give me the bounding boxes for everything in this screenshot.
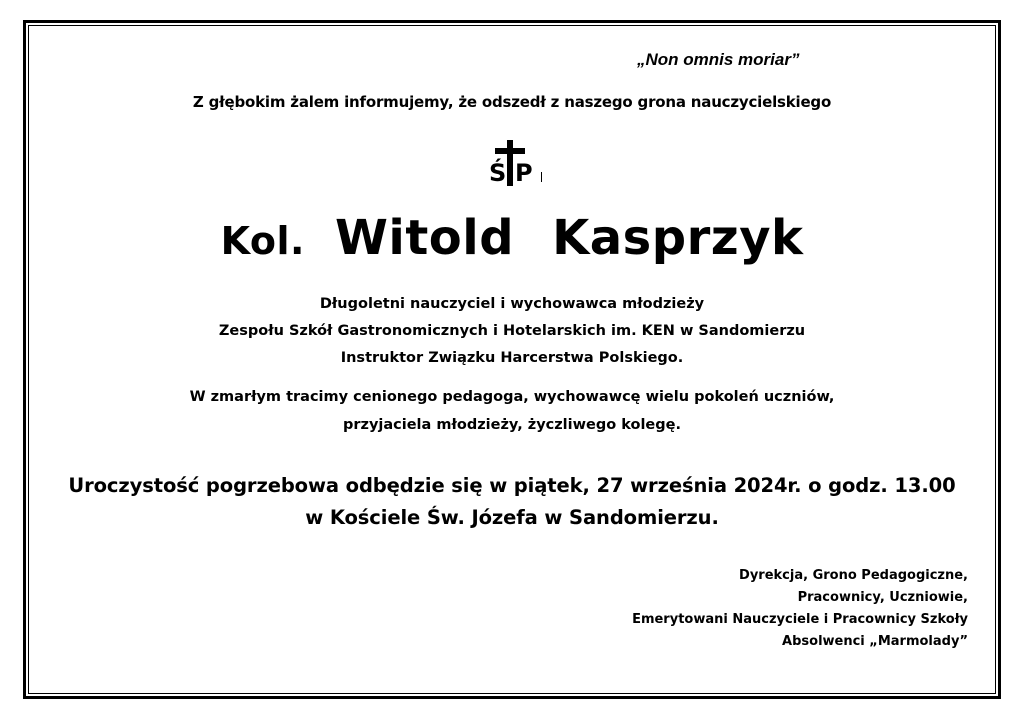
name-title: Kol. bbox=[220, 219, 305, 263]
svg-text:Ś: Ś bbox=[489, 159, 507, 187]
tribute-line: przyjaciela młodzieży, życzliwego kolegę. bbox=[342, 417, 681, 433]
signature-line: Emerytowani Nauczyciele i Pracownicy Szkoły bbox=[632, 612, 968, 627]
signature-line: Pracownicy, Uczniowie, bbox=[797, 590, 968, 605]
cross-icon bbox=[486, 138, 546, 188]
description-line: Zespołu Szkół Gastronomicznych i Hotelarskich im. KEN w Sandomierzu bbox=[218, 323, 806, 339]
ceremony-line: w Kościele Św. Józefa w Sandomierzu. bbox=[305, 506, 719, 529]
intro-text: Z głębokim żalem informujemy, że odszedł z naszego grona nauczycielskiego bbox=[192, 93, 832, 111]
description-line: Długoletni nauczyciel i wychowawca młodzieży bbox=[319, 296, 705, 312]
first-name: Witold bbox=[334, 210, 515, 266]
deceased-name bbox=[0, 210, 1024, 266]
description-line: Instruktor Związku Harcerstwa Polskiego. bbox=[340, 350, 684, 366]
ceremony-line: Uroczystość pogrzebowa odbędzie się w piątek, 27 września 2024r. o godz. 13.00 bbox=[68, 474, 956, 497]
tribute-line: W zmarłym tracimy cenionego pedagoga, wychowawcę wielu pokoleń uczniów, bbox=[189, 389, 835, 405]
signature-line: Absolwenci „Marmolady” bbox=[782, 634, 968, 649]
signature-line: Dyrekcja, Grono Pedagogiczne, bbox=[739, 568, 968, 583]
last-name: Kasprzyk bbox=[552, 210, 804, 266]
svg-text:P: P bbox=[515, 159, 533, 187]
motto: „Non omnis moriar” bbox=[637, 50, 800, 69]
sp-emblem bbox=[486, 138, 546, 188]
